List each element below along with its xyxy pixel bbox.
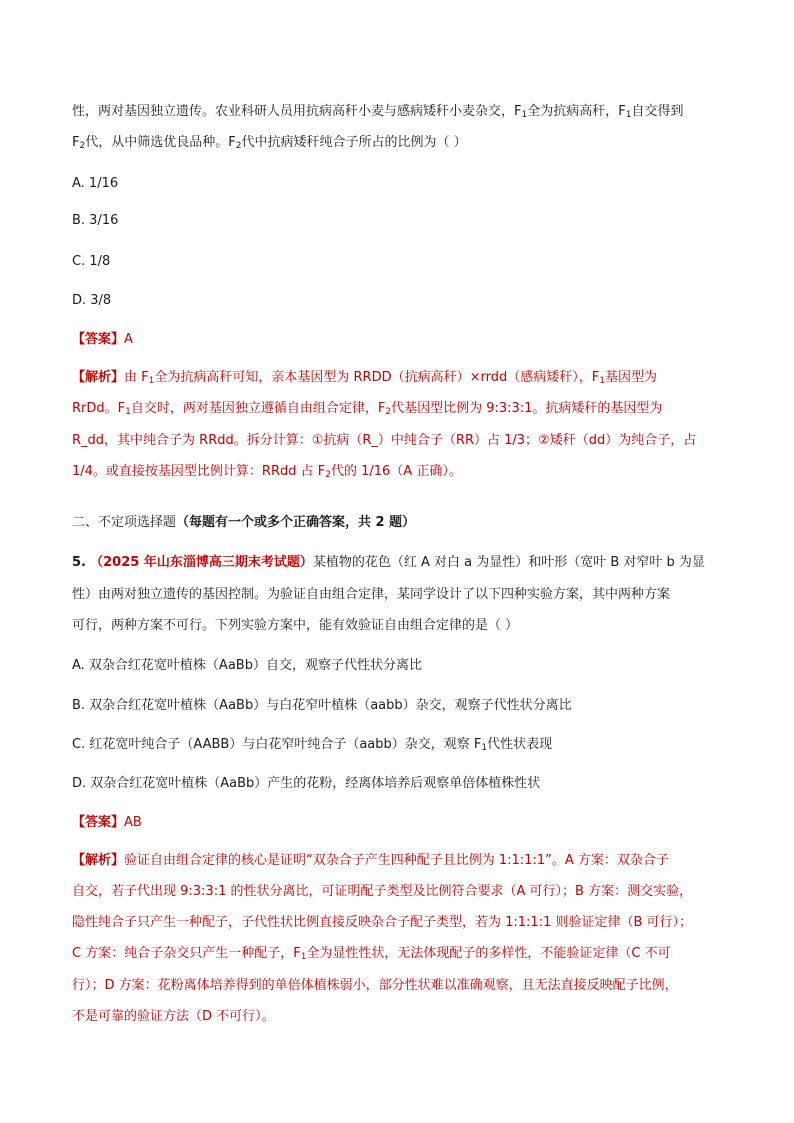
q4-stem-line2: $F_2$代，从中筛选优良品种。$F_2$代中抗病矮秆纯合子所占的比例为（ ） — [72, 135, 467, 151]
q5-stem-line2: 性）由两对独立遗传的基因控制。为验证自由组合定律，某同学设计了以下四种实验方案，其中两种方案 — [72, 587, 671, 602]
q5-stem-line1: 5. （2025 年山东淄博高三期末考试题）某植物的花色（红 A 对白 a 为显性）和叶形（宽叶 B 对窄叶 b 为显 — [72, 555, 705, 570]
q5-analysis-line4: C 方案：纯合子杂交只产生一种配子，$F_1$全为显性性状，无法体现配子的多样性，不能验证定律（C 不可 — [72, 946, 671, 962]
answer-value: AB — [124, 815, 142, 830]
q4-option-b: B. 3/16 — [72, 213, 119, 228]
question-source: （2025 年山东淄博高三期末考试题） — [90, 555, 313, 570]
q4-option-a: A. 1/16 — [72, 176, 119, 191]
q4-answer — [72, 330, 133, 350]
answer-value: A — [124, 332, 133, 347]
answer-label: 【答案】 — [72, 815, 125, 830]
q5-option-d: D. 双杂合红花宽叶植株（AaBb）产生的花粉，经离体培养后观察单倍体植株性状 — [72, 776, 541, 791]
q5-analysis-line1: 【解析】验证自由组合定律的核心是证明“双杂合子产生四种配子且比例为 1:1:1:1”。A 方案：双杂合子 — [72, 853, 669, 868]
q5-analysis-line6: 不是可靠的验证方法（D 不可行）。 — [72, 1009, 275, 1024]
q4-analysis-line2: RrDd。$F_1$自交时，两对基因独立遵循自由组合定律，$F_2$代基因型比例为 9:3:3:1。抗病矮秆的基因型为 — [72, 401, 663, 417]
question-number: 5. — [72, 555, 86, 570]
q5-option-b: B. 双杂合红花宽叶植株（AaBb）与白花窄叶植株（aabb）杂交，观察子代性状分离比 — [72, 698, 572, 713]
q5-option-a: A. 双杂合红花宽叶植株（AaBb）自交，观察子代性状分离比 — [72, 658, 422, 673]
q4-stem-line1: 性，两对基因独立遗传。农业科研人员用抗病高秆小麦与感病矮秆小麦杂交，$F_1$全为抗病高秆，$F_1$自交得到 — [72, 104, 684, 120]
q4-option-c: C. 1/8 — [72, 254, 111, 269]
q5-analysis-line2: 自交，若子代出现 9:3:3:1 的性状分离比，可证明配子类型及比例符合要求（A 可行）；B 方案：测交实验， — [72, 884, 693, 899]
section-heading: 二、不定项选择题（每题有一个或多个正确答案，共 2 题） — [72, 515, 416, 530]
q5-option-c: C. 红花宽叶纯合子（AABB）与白花窄叶纯合子（aabb）杂交，观察 $F_1$代性状表现 — [72, 737, 553, 753]
q5-answer — [72, 813, 142, 833]
q4-analysis-line4: 1/4。或直接按基因型比例计算：RRdd 占 $F_2$代的 1/16（A 正确）。 — [72, 464, 462, 480]
q4-analysis-line1: 【解析】由 $F_1$全为抗病高秆可知，亲本基因型为 RRDD（抗病高秆）×rrdd（感病矮秆），$F_1$基因型为 — [72, 370, 657, 386]
q4-option-d: D. 3/8 — [72, 293, 112, 308]
q5-analysis-line5: 行）；D 方案：花粉离体培养得到的单倍体植株弱小，部分性状难以准确观察，且无法直接反映配子比例， — [72, 978, 678, 993]
q4-analysis-line3: R_dd，其中纯合子为 RRdd。拆分计算：①抗病（R_）中纯合子（RR）占 1/3；②矮秆（dd）为纯合子，占 — [72, 433, 697, 448]
answer-label: 【答案】 — [72, 332, 125, 347]
q5-analysis-line3: 隐性纯合子只产生一种配子，子代性状比例直接反映杂合子配子类型，若为 1:1:1:1 则验证定律（B 可行）； — [72, 915, 693, 930]
q5-stem-line3: 可行，两种方案不可行。下列实验方案中，能有效验证自由组合定律的是（ ） — [72, 618, 519, 633]
